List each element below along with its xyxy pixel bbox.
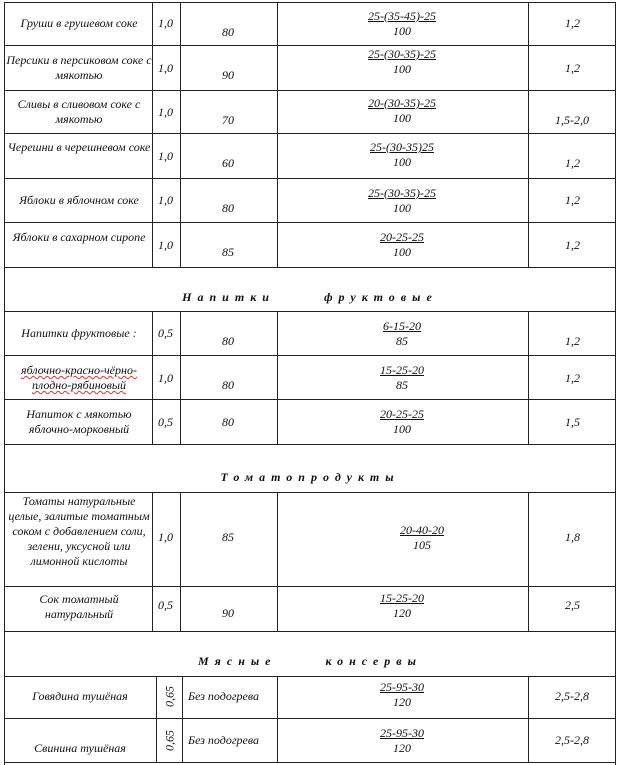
volume-value: 1,0 [158,149,173,163]
formula-denominator: 100 [393,111,411,125]
pressure-value: 2,5 [565,598,580,612]
formula-numerator: 25-(35-45)-25 [368,9,436,23]
volume-value: 1,0 [158,16,173,30]
formula-numerator: 25-95-30 [380,726,424,740]
product-name: Говядина тушёная [32,689,128,703]
section-heading-meat: Мясные консервы [198,654,422,668]
temperature-value: 80 [222,334,234,348]
pressure-value: 1,2 [565,238,580,252]
volume-value: 0,5 [158,598,173,612]
volume-value: 1,0 [158,530,173,544]
sterilization-formula [340,591,464,621]
temperature-value: Без подогрева [188,733,259,747]
temperature-value: 85 [222,245,234,259]
formula-denominator: 100 [393,24,411,38]
formula-numerator: 20-25-25 [380,230,424,244]
volume-value: 0,5 [158,326,173,340]
sterilization-formula [340,363,464,393]
sterilization-formula [360,523,484,553]
formula-denominator: 100 [393,245,411,259]
sterilization-formula [340,96,464,126]
volume-value: 0,5 [158,415,173,429]
formula-denominator: 120 [393,695,411,709]
product-name: Яблоки в сахарном сиропе [12,230,146,244]
formula-numerator: 20-(30-35)-25 [368,96,436,110]
temperature-value: 70 [222,113,234,127]
formula-denominator: 120 [393,606,411,620]
formula-denominator: 100 [393,422,411,436]
product-name: Сливы в сливовом соке с мякотью [17,97,141,126]
pressure-value: 1,2 [565,61,580,75]
formula-numerator: 15-25-20 [380,363,424,377]
product-name: Напиток с мякотью яблочно-морковный [26,407,132,436]
temperature-value: 80 [222,378,234,392]
formula-numerator: 25-(30-35)-25 [368,47,436,61]
formula-denominator: 105 [413,538,431,552]
product-name: Напитки фруктовые : [21,326,137,340]
temperature-value: 85 [222,530,234,544]
sterilization-formula [340,319,464,349]
pressure-value: 1,2 [565,156,580,170]
formula-numerator: 20-25-25 [380,407,424,421]
pressure-value: 1,2 [565,16,580,30]
formula-denominator: 100 [393,201,411,215]
formula-numerator: 15-25-20 [380,591,424,605]
volume-value: 1,0 [158,61,173,75]
product-name: Свинина тушёная [34,741,126,755]
temperature-value: 80 [222,415,234,429]
pressure-value: 1,5-2,0 [555,113,589,127]
pressure-value: 1,2 [565,371,580,385]
pressure-value: 1,2 [565,334,580,348]
temperature-value: 60 [222,156,234,170]
pressure-value: 2,5-2,8 [555,733,589,747]
formula-denominator: 120 [393,741,411,755]
temperature-value: Без подогрева [188,689,259,703]
temperature-value: 90 [222,606,234,620]
volume-value: 0,65 [162,686,177,707]
sterilization-formula [340,9,464,39]
formula-numerator: 25-(30-35)-25 [368,186,436,200]
formula-denominator: 85 [396,378,408,392]
formula-denominator: 85 [396,334,408,348]
volume-value: 0,65 [162,730,177,751]
formula-numerator: 6-15-20 [383,319,421,333]
sterilization-formula [340,230,464,260]
product-name: Сок томатный натуральный [39,592,119,621]
sterilization-formula [340,680,464,710]
pressure-value: 2,5-2,8 [555,689,589,703]
section-heading-drinks: Напитки фруктовые [182,290,438,304]
product-name: Персики в персиковом соке с мякотью [6,53,152,82]
formula-numerator: 25-95-30 [380,680,424,694]
formula-numerator: 20-40-20 [400,523,444,537]
temperature-value: 80 [222,201,234,215]
product-name: Томаты натуральные целые, залитые томатным соком с добавлением соли, зелени, уксусной или лимонной кислоты [8,494,150,568]
volume-value: 1,0 [158,193,173,207]
product-name: яблочно-красно-чёрно-плодно-рябиновый [21,363,137,392]
section-heading-tomato: Томатопродукты [220,470,400,484]
formula-numerator: 25-(30-35)25 [370,140,434,154]
product-name: Яблоки в яблочном соке [19,193,139,207]
product-name: Груши в грушевом соке [20,16,138,30]
volume-value: 1,0 [158,238,173,252]
temperature-value: 80 [222,25,234,39]
sterilization-formula [340,140,464,170]
sterilization-formula [340,726,464,756]
pressure-value: 1,8 [565,530,580,544]
pressure-value: 1,2 [565,193,580,207]
volume-value: 1,0 [158,105,173,119]
sterilization-formula [340,407,464,437]
pressure-value: 1,5 [565,415,580,429]
formula-denominator: 100 [393,155,411,169]
formula-denominator: 100 [393,62,411,76]
product-name: Черешни в черешневом соке [7,140,151,154]
sterilization-formula [340,47,464,77]
temperature-value: 90 [222,68,234,82]
volume-value: 1,0 [158,371,173,385]
sterilization-formula [340,186,464,216]
